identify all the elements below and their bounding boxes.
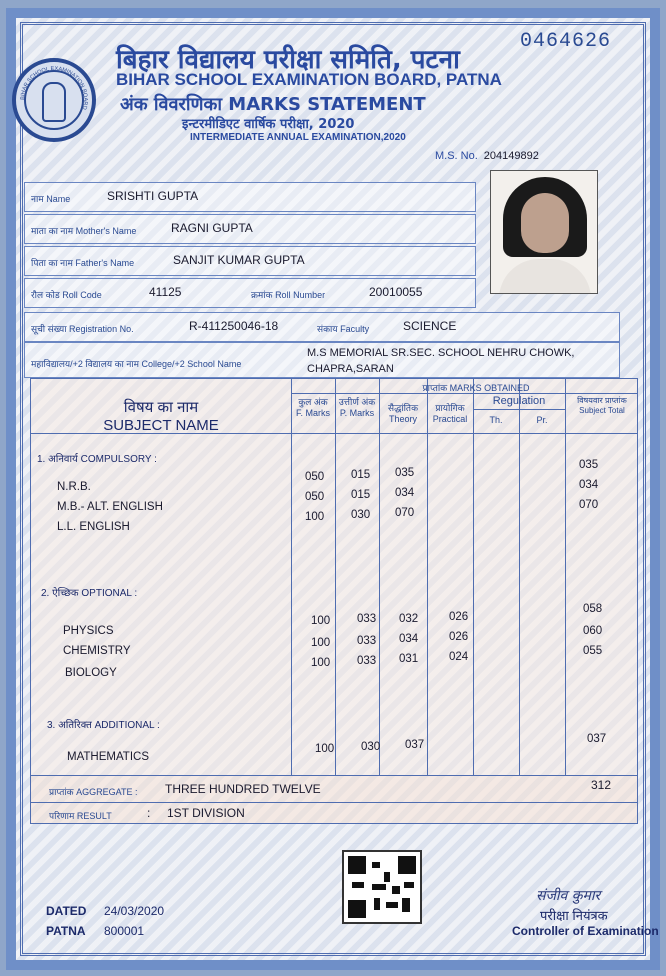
aggregate-box — [30, 776, 638, 824]
seal-text: BIHAR SCHOOL EXAMINATION BOARD — [19, 65, 89, 111]
photo-face — [521, 193, 569, 253]
regulation-theory-header: Th. — [489, 415, 503, 425]
faculty: SCIENCE — [403, 319, 457, 333]
col-line-4 — [427, 379, 428, 775]
subject-name: CHEMISTRY — [63, 645, 131, 657]
aggregate-label: प्राप्तांक AGGREGATE : — [49, 787, 138, 797]
ms-number — [435, 150, 539, 162]
result-colon: : — [147, 806, 151, 820]
place-code: 800001 — [104, 924, 145, 938]
practical-marks: 026 — [449, 631, 469, 643]
full-marks: 100 — [315, 743, 335, 755]
subject-header-hindi: विषय का नाम — [123, 399, 199, 416]
roll-number: 20010055 — [369, 285, 423, 299]
col-line-3 — [379, 379, 380, 775]
regulation-header: Regulation — [492, 395, 546, 407]
theory-marks: 034 — [399, 633, 419, 645]
marks-table — [30, 378, 638, 776]
pass-marks: 030 — [351, 509, 371, 521]
optional-section-label: 2. ऐच्छिक OPTIONAL : — [41, 588, 138, 599]
father-name: SANJIT KUMAR GUPTA — [173, 253, 305, 267]
theory-marks: 032 — [399, 613, 419, 625]
father-row — [24, 246, 476, 276]
subject-name: PHYSICS — [63, 625, 114, 637]
subject-total: 035 — [579, 459, 599, 471]
result-label: परिणाम RESULT — [49, 811, 112, 821]
pass-marks: 015 — [351, 489, 371, 501]
pass-marks: 030 — [361, 741, 381, 753]
student-photo — [490, 170, 598, 294]
ms-number-value: 204149892 — [483, 150, 539, 162]
subject-total: 060 — [583, 625, 603, 637]
board-seal-icon — [12, 58, 96, 142]
registration-label: सूची संख्या Registration No. — [31, 324, 134, 334]
subject-name: L.L. ENGLISH — [57, 521, 130, 533]
exam-title-english: INTERMEDIATE ANNUAL EXAMINATION,2020 — [190, 132, 406, 143]
full-marks: 100 — [305, 511, 325, 523]
subject-name-header — [31, 397, 291, 434]
board-title-hindi: बिहार विद्यालय परीक्षा समिति, पटना — [116, 45, 460, 75]
practical-marks: 026 — [449, 611, 469, 623]
college-name-line1: M.S MEMORIAL SR.SEC. SCHOOL NEHRU CHOWK, — [307, 347, 575, 359]
place-label: PATNA — [46, 924, 86, 938]
full-marks: 050 — [305, 471, 325, 483]
date-value: 24/03/2020 — [104, 904, 165, 918]
roll-number-label: क्रमांक Roll Number — [251, 290, 326, 300]
ms-number-label: M.S. No. — [435, 150, 478, 162]
subject-total: 034 — [579, 479, 599, 491]
dated-label: DATED — [46, 904, 87, 918]
subject-total: 037 — [587, 733, 607, 745]
faculty-label: संकाय Faculty — [317, 324, 370, 334]
theory-header: सैद्धांतिक Theory — [388, 403, 418, 424]
full-marks: 050 — [305, 491, 325, 503]
theory-marks: 070 — [395, 507, 415, 519]
col-line-1 — [291, 379, 292, 775]
subject-name: N.R.B. — [57, 481, 91, 493]
result-value: 1ST DIVISION — [167, 806, 245, 820]
qr-code-icon — [342, 850, 422, 924]
aggregate-words: THREE HUNDRED TWELVE — [165, 782, 321, 796]
college-row — [24, 342, 620, 378]
serial-number: 0464626 — [520, 30, 612, 53]
board-title-english: BIHAR SCHOOL EXAMINATION BOARD, PATNA — [116, 70, 502, 89]
student-name: SRISHTI GUPTA — [107, 189, 199, 203]
controller-signature: संजीव कुमार — [536, 888, 601, 904]
theory-marks: 034 — [395, 487, 415, 499]
controller-title-english: Controller of Examination — [512, 924, 659, 938]
full-marks: 100 — [311, 637, 331, 649]
mother-label: माता का नाम Mother's Name — [31, 226, 137, 236]
mother-name: RAGNI GUPTA — [171, 221, 253, 235]
additional-section-label: 3. अतिरिक्त ADDITIONAL : — [47, 720, 160, 731]
regulation-practical-header: Pr. — [536, 415, 548, 425]
subject-header-english: SUBJECT NAME — [103, 417, 219, 434]
svg-text:BIHAR SCHOOL EXAMINATION BOARD — [20, 66, 88, 110]
subject-name: M.B.- ALT. ENGLISH — [57, 501, 163, 513]
col-line-7 — [565, 379, 566, 775]
pass-marks: 033 — [357, 655, 377, 667]
practical-marks: 024 — [449, 651, 469, 663]
subject-total: 058 — [583, 603, 603, 615]
seal-text-ring — [16, 62, 92, 138]
full-marks: 100 — [311, 615, 331, 627]
roll-code: 41125 — [149, 285, 182, 299]
college-name-line2: CHAPRA,SARAN — [307, 363, 394, 375]
college-label: महाविद्यालय/+2 विद्यालय का नाम College/+2 School Name — [31, 359, 242, 369]
subject-total: 070 — [579, 499, 599, 511]
theory-marks: 031 — [399, 653, 419, 665]
theory-marks: 037 — [405, 739, 425, 751]
mother-row — [24, 214, 476, 244]
pass-marks: 015 — [351, 469, 371, 481]
theory-marks: 035 — [395, 467, 415, 479]
statement-title: अंक विवरणिका MARKS STATEMENT — [120, 94, 426, 115]
full-marks: 100 — [311, 657, 331, 669]
aggregate-value: 312 — [591, 778, 612, 792]
subject-name: MATHEMATICS — [67, 751, 149, 763]
name-label: नाम Name — [31, 194, 71, 204]
subject-name: BIOLOGY — [65, 667, 117, 679]
registration-number: R-411250046-18 — [189, 319, 279, 333]
photo-body — [499, 259, 591, 294]
registration-row — [24, 312, 620, 342]
full-marks-header: कुल अंक F. Marks — [295, 397, 330, 418]
col-line-6 — [519, 379, 520, 775]
pass-marks: 033 — [357, 635, 377, 647]
col-line-5 — [473, 379, 474, 775]
father-label: पिता का नाम Father's Name — [31, 258, 135, 268]
pass-marks: 033 — [357, 613, 377, 625]
pass-marks-header: उत्तीर्ण अंक P. Marks — [338, 397, 376, 418]
name-row — [24, 182, 476, 212]
marks-obtained-header: प्राप्तांक MARKS OBTAINED — [422, 383, 530, 393]
roll-code-label: रौल कोड Roll Code — [31, 290, 102, 300]
subject-total: 055 — [583, 645, 603, 657]
exam-title-hindi: इन्टरमीडिएट वार्षिक परीक्षा, 2020 — [182, 117, 355, 132]
aggregate-divider — [31, 802, 637, 803]
roll-row — [24, 278, 476, 308]
practical-header: प्रायोगिक Practical — [432, 403, 468, 424]
col-line-2 — [335, 379, 336, 775]
controller-title-hindi: परीक्षा नियंत्रक — [540, 908, 608, 923]
compulsory-section-label: 1. अनिवार्य COMPULSORY : — [37, 454, 157, 465]
subject-total-header: विषयवार प्राप्तांक Subject Total — [577, 396, 627, 415]
